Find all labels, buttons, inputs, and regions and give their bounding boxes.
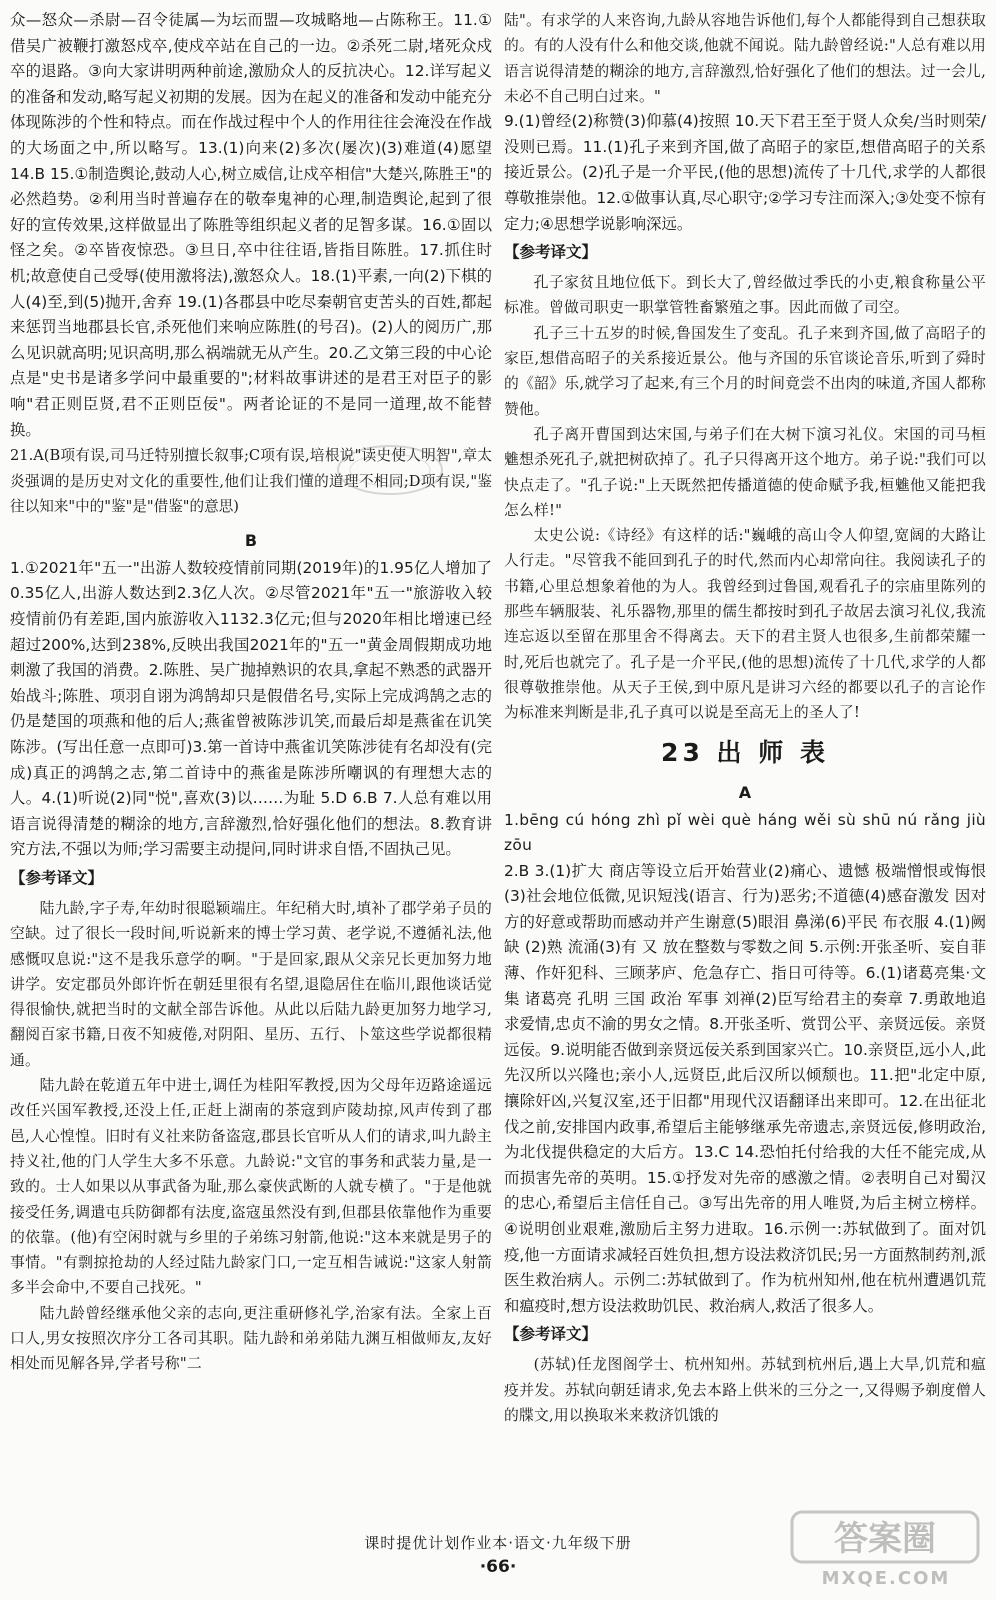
watermark-url: MXQE.COM	[821, 1568, 951, 1589]
watermark-text: 答案圈	[834, 1519, 936, 1559]
pinyin-answer: 1.bēng cú hóng zhì pǐ wèi què háng wěi sù shū nú rǎng jiù zōu	[504, 810, 986, 855]
answer-note: 21.A(B项有误,司马迁特别擅长叙事;C项有误,培根说"读史使人明智",章太炎强调的是历史对文化的重要性,他们让我们懂的道理不相同;D项有误,"鉴往以知来"中的"鉴"是"借鉴"的意思)	[10, 447, 492, 516]
translation-paragraph: 孔子离开曹国到达宋国,与弟子们在大树下演习礼仪。宋国的司马桓魋想杀死孔子,就把树砍掉了。孔子只得离开这个地方。弟子说:"我们可以快点走了。"孔子说:"上天既然把传播道德的使命赋予我,桓魋他又能把我怎么样!"	[504, 425, 986, 519]
faint-stamp-mark	[330, 440, 450, 500]
section-header-a: A	[738, 782, 752, 802]
answer-paragraph: 2.B 3.(1)扩大 商店等设立后开始营业(2)痛心、遗憾 极端憎恨或悔恨(3)社会地位低微,见识短浅(语言、行为)恶劣;不道德(4)感奋激发 因对方的好意或帮助而感动并产生谢意(5)眼泪 鼻涕(6)平民 布衣服 4.(1)阙 缺 (2)熟 流涌(3)有 又 放在整数与零数之间 5.示例:开张圣听、妄自菲薄、作奸犯科、三顾茅庐、危急存亡、指日可待等。6.(1)诸葛亮集·文集 诸葛亮 孔明 三国 政治 军事 刘禅(2)臣写给君主的奏章 7.勇敢地追求爱情,忠贞不渝的男女之情。8.开张圣听、赏罚公平、亲贤远佞。亲贤远佞。9.说明能否做到亲贤远佞关系到国家兴亡。10.亲贤臣,远小人,此先汉所以兴隆也;亲小人,远贤臣,此后汉所以倾颓也。11.把"北定中原,攘除奸凶,兴复汉室,还于旧都"用现代汉语翻译出来即可。12.在出征北伐之前,安排国内政事,希望后主能够继承先帝遗志,亲贤远佞,修明政治,为北伐提供稳定的大后方。13.C 14.恐怕托付给我的大任不能完成,从而损害先帝的英明。15.①抒发对先帝的感激之情。②表明自己对蜀汉的忠心,希望后主信任自己。③写出先帝的用人唯贤,为后主树立榜样。④说明创业艰难,激励后主努力进取。16.示例一:苏轼做到了。面对饥疫,他一方面请求减轻百姓负担,想方设法救济饥民;另一方面熬制药剂,派医生救治病人。示例二:苏轼做到了。作为杭州知州,他在杭州遭遇饥荒和瘟疫时,想方设法救助饥民、救治病人,救活了很多人。	[504, 861, 986, 1315]
section-header-b: B	[244, 530, 258, 550]
translation-paragraph: (苏轼)任龙图阁学士、杭州知州。苏轼到杭州后,遇上大旱,饥荒和瘟疫并发。苏轼向朝廷请求,免去本路上供米的三分之一,又得赐予剃度僧人的牒文,用以换取米来救济饥饿的	[504, 1356, 986, 1424]
right-column	[504, 8, 986, 1528]
translation-paragraph: 陆"。有求学的人来咨询,九龄从容地告诉他们,每个人都能得到自己想获取的。有的人没有什么和他交谈,他就不闻说。陆九龄曾经说:"人总有难以用语言说得清楚的糊涂的地方,言辞激烈,恰好强化了他们的想法。过一会儿,未必不自己明白过来。"	[504, 12, 986, 105]
translation-paragraph: 陆九龄,字子寿,年幼时很聪颖端庄。年纪稍大时,填补了郡学弟子员的空缺。过了很长一段时间,听说新来的博士学习黄、老学说,不遵循礼法,他感慨叹息说:"这不是我乐意学的啊。"于是回家,跟从父亲兄长更加努力地讲学。安定郡员外郎许忻在朝廷里很有名望,退隐居住在临川,跟他谈话觉得很愉快,就把当时的文献全部告诉他。从此以后陆九龄更加努力地学习,翻阅百家书籍,日夜不知疲倦,对阴阳、星历、五行、卜筮这些学说都很精通。	[10, 900, 492, 1069]
translation-paragraph: 陆九龄曾经继承他父亲的志向,更注重研修礼学,治家有法。全家上百口人,男女按照次序分工各司其职。陆九龄和弟弟陆九渊互相做师友,友好相处而见解各异,学者号称"二	[10, 1304, 492, 1373]
translation-paragraph: 孔子家贫且地位低下。到长大了,曾经做过季氏的小吏,粮食称量公平标准。曾做司职吏一职掌管牲畜繁殖之事。因此而做了司空。	[504, 274, 986, 317]
watermark-logo	[790, 1508, 986, 1590]
translation-paragraph: 孔子三十五岁的时候,鲁国发生了变乱。孔子来到齐国,做了高昭子的家臣,想借高昭子的关系接近景公。他与齐国的乐官谈论音乐,听到了舜时的《韶》乐,就学习了起来,有三个月的时间竟尝不出肉的味道,齐国人都称赞他。	[504, 324, 986, 418]
lesson-title: 23 出 师 表	[661, 737, 829, 767]
book-title-footer: 课时提优计划作业本·语文·九年级下册	[364, 1534, 632, 1552]
translation-paragraph: 陆九龄在乾道五年中进士,调任为桂阳军教授,因为父母年迈路途遥远改任兴国军教授,还没上任,正赶上湖南的茶寇到庐陵劫掠,风声传到了郡邑,人心惶惶。旧时有义社来防备盗寇,郡县长官听从人们的请求,叫九龄主持义社,他的门人学生大多不乐意。九龄说:"文官的事务和武装力量,是一致的。士人如果以从事武备为耻,那么豪侠武断的人就专横了。"于是他就接受任务,调遣屯兵防御都有法度,盗寇虽然没有到,但郡县依靠他作为重要的依靠。(他)有空闲时就与乡里的子弟练习射箭,他说:"这本来就是男子的事情。"有剽掠抢劫的人经过陆九龄家门口,一定互相告诫说:"这家人射箭多半会命中,不要自己找死。"	[10, 1077, 492, 1297]
reference-translation-heading: 【参考译文】	[504, 243, 598, 262]
reference-translation-heading: 【参考译文】	[504, 1325, 598, 1344]
answer-paragraph: 众—怒众—杀尉—召令徒属—为坛而盟—攻城略地—占陈称王。11.①借吴广被鞭打激怒戍卒,使戍卒站在自己的一边。②杀死二尉,堵死众戍卒的退路。③向大家讲明两种前途,激励众人的反抗决心。12.详写起义的准备和发动,略写起义初期的发展。因为在起义的准备和发动中能充分体现陈涉的个性和特点。而在作战过程中个人的作用往往会淹没在作战的大场面之中,所以略写。13.(1)向来(2)多次(屡次)(3)难道(4)愿望 14.B 15.①制造舆论,鼓动人心,树立威信,让戍卒相信"大楚兴,陈胜王"的必然趋势。②利用当时普遍存在的敬奉鬼神的心理,制造舆论,起到了很好的宣传效果,这样做显出了陈胜等组织起义者的足智多谋。16.①固以怪之矣。②卒皆夜惊恐。③旦日,卒中往往语,皆指目陈胜。17.抓住时机;故意使自己受辱(使用激将法),激怒众人。18.(1)平素,一向(2)下棋的人(4)至,到(5)抛开,舍弃 19.(1)各郡县中吃尽秦朝官吏苦头的百姓,都起来惩罚当地郡县长官,杀死他们来响应陈胜(的号召)。(2)人的阅历广,那么见识就高明;见识高明,那么祸端就无从产生。20.乙文第三段的中心论点是"史书是诸多学问中最重要的";材料故事讲述的是君王对臣子的影响"君正则臣贤,君不正则臣佞"。两者论证的不是同一道理,故不能替换。	[10, 11, 492, 439]
page-number: ·66·	[479, 1557, 517, 1577]
left-column	[10, 8, 492, 1528]
answer-paragraph: 1.①2021年"五一"出游人数较疫情前同期(2019年)的1.95亿人增加了0.35亿人,出游人数达到2.3亿人次。②尽管2021年"五一"旅游收入较疫情前仍有差距,国内旅游收入1132.3亿元;但与2020年相比增速已经超过200%,达到238%,反映出我国2021年的"五一"黄金周假期成功地刺激了我国的消费。2.陈胜、吴广抛掉熟识的农具,拿起不熟悉的武器开始战斗;陈胜、项羽自诩为鸿鹄却只是假借名号,实际上完成鸿鹄之志的仍是楚国的项燕和他的后人;燕雀曾被陈涉讥笑,而最后却是燕雀在讥笑陈涉。(写出任意一点即可)3.第一首诗中燕雀讥笑陈涉徒有名却没有(完成)真正的鸿鹄之志,第二首诗中的燕雀是陈涉所嘲讽的有理想大志的人。4.(1)听说(2)同"悦",喜欢(3)以……为耻 5.D 6.B 7.人总有难以用语言说得清楚的糊涂的地方,言辞激烈,恰好强化他们的想法。8.教育讲究方法,不强以为师;学习需要主动提问,同时讲求自悟,不固执己见。	[10, 558, 492, 859]
answer-paragraph: 9.(1)曾经(2)称赞(3)仰慕(4)按照 10.天下君王至于贤人众矣/当时则荣/没则已焉。11.(1)孔子来到齐国,做了高昭子的家臣,想借高昭子的关系接近景公。(2)孔子是一介平民,(他的思想)流传了十几代,求学的人都很尊敬推崇他。12.①做事认真,尽心职守;②学习专注而深入;③处变不惊有定力;④思想学说影响深远。	[504, 112, 986, 233]
translation-paragraph: 太史公说:《诗经》有这样的话:"巍峨的高山令人仰望,宽阔的大路让人行走。"尽管我不能回到孔子的时代,然而内心却常向往。我阅读孔子的书籍,心里总想象着他的为人。我曾经到过鲁国,观看孔子的宗庙里陈列的那些车辆服装、礼乐器物,那里的儒生都按时到孔子故居去演习礼仪,我流连忘返以至留在那里舍不得离去。天下的君主贤人也很多,生前都荣耀一时,死后也就完了。孔子是一介平民,(他的思想)流传了十几代,求学的人都很尊敬推崇他。从天子王侯,到中原凡是讲习六经的都要以孔子的言论作为标准来判断是非,孔子真可以说是至高无上的圣人了!	[504, 527, 986, 722]
reference-translation-heading: 【参考译文】	[10, 869, 104, 887]
